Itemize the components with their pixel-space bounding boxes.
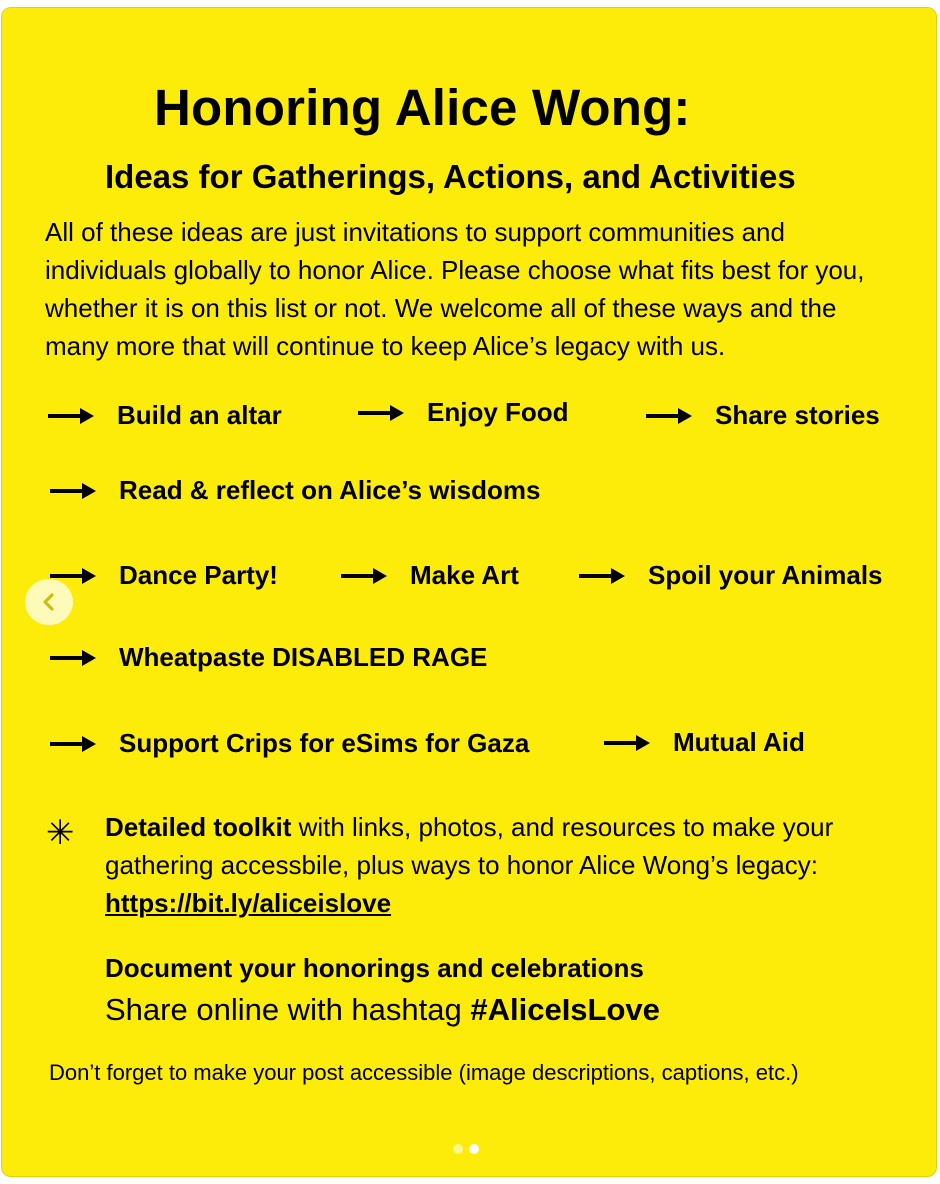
toolkit-link[interactable]: https://bit.ly/aliceislove	[105, 888, 392, 918]
arrow-right-icon	[50, 734, 98, 754]
idea-item	[50, 728, 529, 759]
idea-item	[50, 642, 487, 673]
idea-label: Share stories	[715, 400, 880, 430]
hashtag: #AliceIsLove	[470, 992, 660, 1027]
chevron-left-icon	[40, 591, 58, 613]
toolkit-paragraph	[105, 808, 905, 922]
idea-label: Make Art	[410, 560, 519, 590]
idea-item	[358, 397, 569, 428]
arrow-right-icon	[358, 403, 406, 423]
pagination-dot[interactable]	[469, 1144, 479, 1154]
idea-item	[341, 560, 519, 591]
document-title: Document your honorings and celebrations	[105, 953, 644, 983]
idea-item	[646, 400, 880, 431]
idea-label: Wheatpaste DISABLED RAGE	[119, 642, 488, 672]
previous-slide-button[interactable]	[25, 579, 73, 625]
asterisk-icon: ✳	[46, 814, 75, 852]
idea-label: Build an altar	[117, 400, 282, 430]
intro-paragraph: All of these ideas are just invitations to support communities and individuals globally to honor Alice. Please choose what fits best for you, whether it is on this list or not. We welcome all of these ways and the many more that will continue to keep Alice’s legacy with us.	[45, 217, 865, 361]
share-line	[105, 992, 660, 1028]
idea-label: Mutual Aid	[673, 727, 805, 757]
arrow-right-icon	[604, 733, 652, 753]
idea-item	[604, 727, 805, 758]
arrow-right-icon	[646, 406, 694, 426]
carousel-slide	[1, 7, 937, 1177]
arrow-right-icon	[341, 566, 389, 586]
arrow-right-icon	[50, 648, 98, 668]
arrow-right-icon	[579, 566, 627, 586]
idea-label: Read & reflect on Alice’s wisdoms	[119, 475, 541, 505]
slide-subtitle: Ideas for Gatherings, Actions, and Activities	[105, 158, 796, 195]
toolkit-text: with links, photos, and resources to make your gathering accessbile, plus ways to honor Alice Wong’s legacy:	[105, 812, 834, 880]
idea-label: Enjoy Food	[427, 397, 569, 427]
carousel-pagination	[453, 1144, 479, 1154]
accessibility-note: Don’t forget to make your post accessible (image descriptions, captions, etc.)	[49, 1060, 799, 1085]
arrow-right-icon	[50, 481, 98, 501]
idea-label: Support Crips for eSims for Gaza	[119, 728, 530, 758]
idea-item	[579, 560, 883, 591]
toolkit-bold: Detailed toolkit	[105, 812, 292, 842]
pagination-dot[interactable]	[453, 1144, 463, 1154]
idea-label: Dance Party!	[119, 560, 278, 590]
arrow-right-icon	[48, 406, 96, 426]
idea-item	[48, 400, 282, 431]
idea-item	[50, 475, 540, 506]
share-text: Share online with hashtag	[105, 992, 471, 1027]
idea-label: Spoil your Animals	[648, 560, 883, 590]
idea-item	[50, 560, 278, 591]
slide-title: Honoring Alice Wong:	[154, 79, 691, 136]
